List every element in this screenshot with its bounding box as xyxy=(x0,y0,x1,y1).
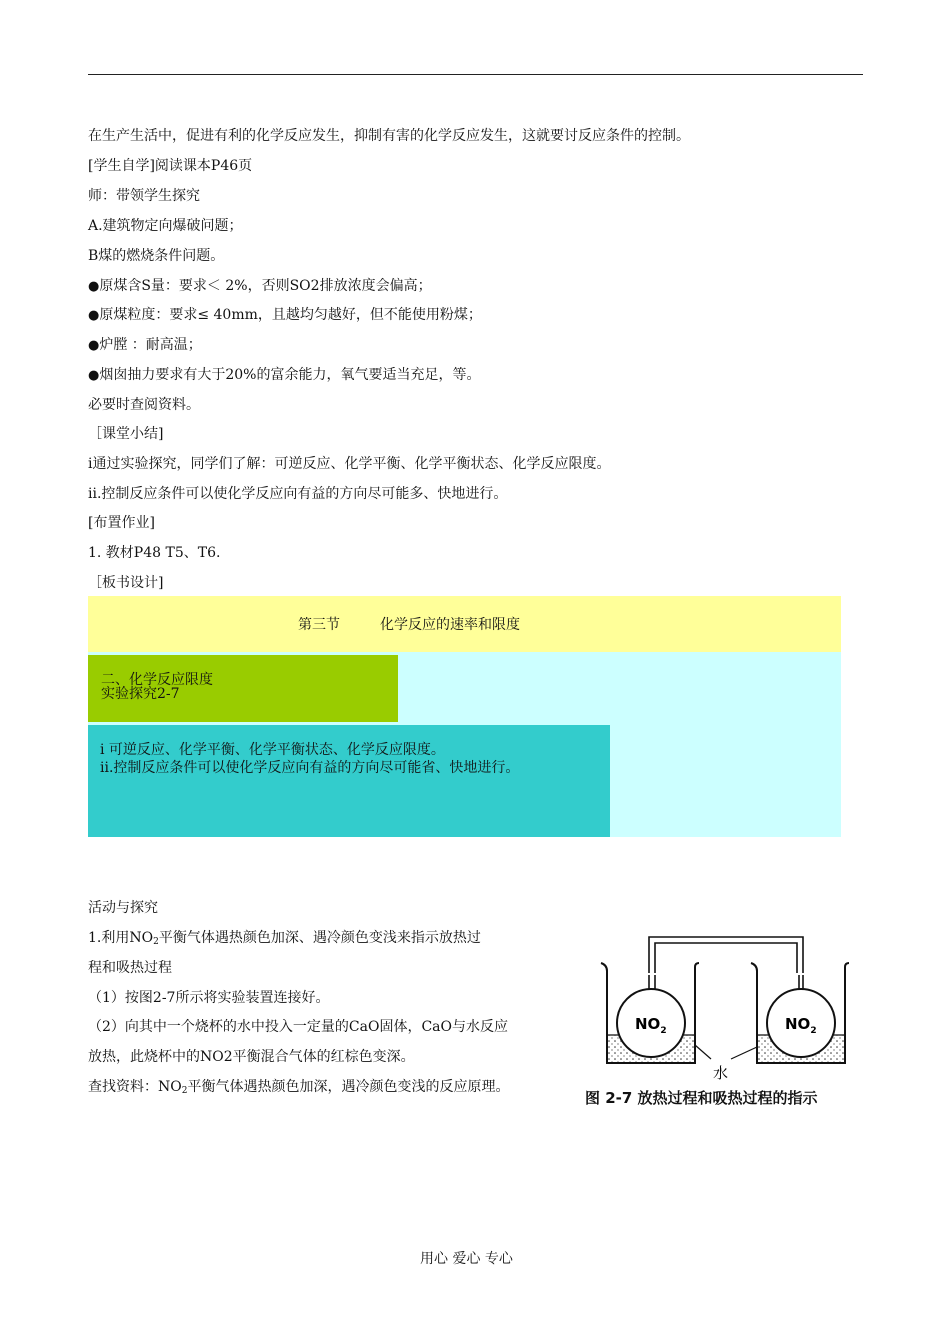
board-points-box xyxy=(88,725,610,837)
activity-step-1: （1）按图2-7所示将实验装置连接好。 xyxy=(88,990,330,1006)
page-footer: 用心 爱心 专心 xyxy=(420,1251,513,1267)
board-point-1: i 可逆反应、化学平衡、化学平衡状态、化学反应限度。 xyxy=(100,742,445,758)
bullet-icon: ● xyxy=(88,279,100,294)
summary-point-1: i通过实验探究，同学们了解：可逆反应、化学平衡、化学平衡状态、化学反应限度。 xyxy=(88,456,611,472)
summary-heading: ［课堂小结] xyxy=(88,426,164,442)
subscript: 2 xyxy=(153,937,159,947)
activity-text: 平衡气体遇热颜色加深，遇冷颜色变浅的反应原理。 xyxy=(187,1079,510,1095)
activity-step-2: （2）向其中一个烧杯的水中投入一定量的CaO固体，CaO与水反应 xyxy=(88,1019,508,1035)
header-rule xyxy=(88,74,863,75)
paragraph-intro: 在生产生活中，促进有利的化学反应发生，抑制有害的化学反应发生，这就要讨反应条件的控制。 xyxy=(88,128,690,144)
reference-line: 必要时查阅资料。 xyxy=(88,397,200,413)
bullet-text: 原煤粒度：要求≤ 40mm，且越均匀越好，但不能使用粉煤； xyxy=(99,307,482,323)
bullet-text: 烟囱抽力要求有大于20%的富余能力，氧气要适当充足，等。 xyxy=(99,367,481,383)
bullet-icon: ● xyxy=(88,338,100,353)
self-study-line: [学生自学]阅读课本P46页 xyxy=(88,158,253,174)
bullet-icon: ● xyxy=(88,368,100,383)
right-beaker xyxy=(751,963,849,1063)
bullet-item-sulfur xyxy=(88,277,432,296)
flask-label-left: $NO_2$ xyxy=(635,1015,667,1036)
bullet-text: 原煤含S量：要求＜ 2%，否则SO2排放浓度会偏高； xyxy=(99,278,432,294)
bullet-icon: ● xyxy=(88,308,100,323)
activity-text: 1.利用NO xyxy=(88,930,154,946)
activity-research xyxy=(88,1078,509,1100)
flask-label-right: $NO_2$ xyxy=(785,1015,817,1036)
item-a: A.建筑物定向爆破问题； xyxy=(88,218,243,234)
board-design xyxy=(88,596,841,837)
subscript: 2 xyxy=(181,1086,188,1096)
activity-step-2-cont: 放热，此烧杯中的NO2平衡混合气体的红棕色变深。 xyxy=(88,1049,415,1065)
board-topic-box xyxy=(88,655,398,722)
left-beaker xyxy=(601,963,699,1063)
summary-point-2: ii.控制反应条件可以使化学反应向有益的方向尽可能多、快地进行。 xyxy=(88,486,508,502)
bullet-text: 炉膛 ：耐高温； xyxy=(99,337,202,353)
activity-text: 平衡气体遇热颜色加深、遇冷颜色变浅来指示放热过 xyxy=(158,930,481,946)
board-topic-title: 二、化学反应限度 xyxy=(101,672,213,688)
board-point-2: ii.控制反应条件可以使化学反应向有益的方向尽可能省、快地进行。 xyxy=(100,760,520,776)
bullet-item-furnace xyxy=(88,336,202,355)
water-label: 水 xyxy=(713,1064,729,1082)
homework-item: 1. 教材P48 T5、T6. xyxy=(88,545,221,561)
board-section-number: 第三节 xyxy=(298,617,340,633)
activity-heading: 活动与探究 xyxy=(88,900,158,916)
board-design-heading: ［板书设计] xyxy=(88,575,164,591)
activity-text: 查找资料：NO xyxy=(88,1079,182,1095)
figure-caption: 图 2-7 放热过程和吸热过程的指示 xyxy=(585,1089,818,1107)
activity-line-1 xyxy=(88,929,481,951)
bullet-item-granularity xyxy=(88,306,482,325)
bullet-item-chimney xyxy=(88,366,480,385)
homework-heading: [布置作业] xyxy=(88,515,155,531)
activity-line-2: 程和吸热过程 xyxy=(88,960,172,976)
board-section-title: 化学反应的速率和限度 xyxy=(380,617,520,633)
board-topic-experiment: 实验探究2-7 xyxy=(101,686,180,702)
board-title-band xyxy=(88,596,841,652)
item-b: B煤的燃烧条件问题。 xyxy=(88,248,225,264)
teacher-line: 师：带领学生探究 xyxy=(88,188,200,204)
